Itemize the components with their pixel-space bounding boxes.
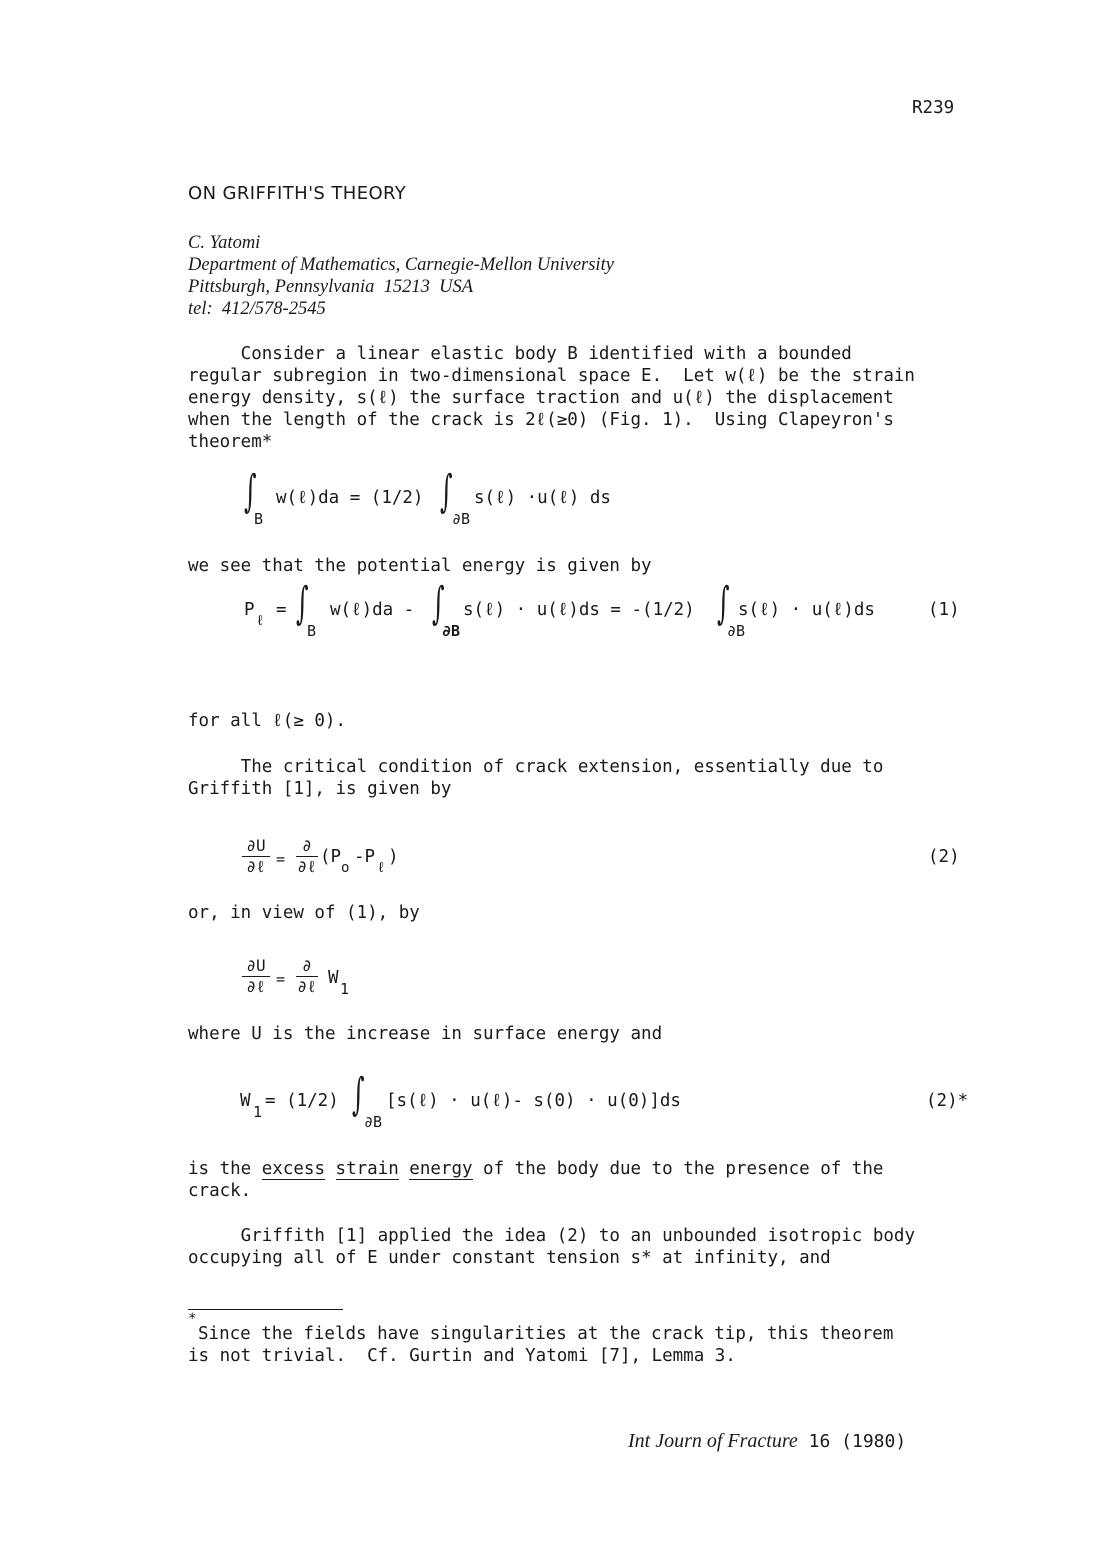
- eq1-equals: =: [276, 600, 287, 620]
- equation-number-2-star: (2)*: [926, 1091, 969, 1111]
- eq3-W-subscript: 1: [340, 980, 350, 998]
- potential-intro: we see that the potential energy is given by: [188, 556, 652, 576]
- para-1-line-3: energy density, s(ℓ) the surface traction and u(ℓ) the displacement: [188, 388, 894, 408]
- emphasis-excess: excess: [261, 1159, 325, 1179]
- excess-pre: is the: [188, 1159, 262, 1179]
- equals-sign: =: [276, 970, 286, 988]
- journal-footer: [628, 1430, 906, 1453]
- excess-line-2: crack.: [188, 1181, 252, 1201]
- emphasis-energy: energy: [409, 1159, 473, 1179]
- footnote-rule: [188, 1309, 343, 1310]
- equation-number-2: (2): [928, 847, 960, 867]
- denominator: ∂ℓ: [246, 977, 266, 996]
- equals-sign: =: [276, 850, 286, 868]
- para-1-line-5: theorem*: [188, 432, 273, 452]
- eq1-term-4: s(ℓ) · u(ℓ)ds: [738, 600, 875, 620]
- eq2star-lhs: = (1/2): [265, 1091, 339, 1111]
- integral-sign: ∫: [352, 1069, 365, 1120]
- integral-subscript: B: [307, 622, 317, 640]
- for-all-line: for all ℓ(≥ 0).: [188, 711, 347, 731]
- author-name: C. Yatomi: [188, 233, 261, 253]
- integral-sign: ∫: [244, 466, 257, 517]
- integral-sign: ∫: [440, 466, 453, 517]
- para-2-line-1: The critical condition of crack extension, essentially due to: [188, 757, 884, 777]
- eq3-W: W: [328, 968, 339, 988]
- eq1-P: P: [244, 600, 255, 620]
- fraction-d-dl: [296, 837, 318, 876]
- eq2star-W-subscript: 1: [253, 1103, 263, 1121]
- integral-subscript: ∂B: [452, 510, 471, 528]
- para-3-line-1: Griffith [1] applied the idea (2) to an unbounded isotropic body: [188, 1226, 915, 1246]
- fraction-dU-dl: [242, 957, 270, 996]
- numerator: ∂U: [242, 957, 270, 977]
- eq2-sub-l: ℓ: [377, 860, 386, 876]
- author-location: Pittsburgh, Pennsylvania 15213 USA: [188, 277, 474, 297]
- eq1-term-2: w(ℓ)da -: [330, 600, 415, 620]
- eq1-term-3: s(ℓ) · u(ℓ)ds = -(1/2): [463, 600, 695, 620]
- excess-line-1: [188, 1158, 883, 1180]
- para-2-line-2: Griffith [1], is given by: [188, 779, 452, 799]
- para-1-line-1: Consider a linear elastic body B identified with a bounded: [188, 344, 852, 364]
- footnote-line-1: Since the fields have singularities at the crack tip, this theorem: [198, 1324, 894, 1344]
- eq2-close: ): [388, 847, 399, 867]
- integral-subscript: ∂B: [364, 1113, 383, 1131]
- denominator: ∂ℓ: [297, 977, 317, 996]
- numerator: ∂U: [242, 837, 270, 857]
- equation-rhs: s(ℓ) ·u(ℓ) ds: [474, 488, 611, 508]
- footnote-line-2: is not trivial. Cf. Gurtin and Yatomi [7], Lemma 3.: [188, 1346, 736, 1366]
- integral-subscript: B: [254, 510, 264, 528]
- para-3-line-2: occupying all of E under constant tension s* at infinity, and: [188, 1248, 831, 1268]
- numerator: ∂: [296, 837, 318, 857]
- fraction-d-dl: [296, 957, 318, 996]
- where-U-line: where U is the increase in surface energy and: [188, 1024, 663, 1044]
- journal-volume-year: 16 (1980): [797, 1431, 907, 1452]
- paper-title: ON GRIFFITH'S THEORY: [188, 183, 407, 204]
- integral-subscript: ∂B: [727, 622, 746, 640]
- equation-lhs: w(ℓ)da = (1/2): [276, 488, 424, 508]
- page-id: R239: [912, 98, 955, 118]
- emphasis-strain: strain: [335, 1159, 399, 1179]
- excess-post: of the body due to the presence of the: [472, 1159, 884, 1179]
- denominator: ∂ℓ: [246, 857, 266, 876]
- integral-sign: ∫: [296, 578, 309, 629]
- integral-subscript: ∂B: [442, 622, 461, 640]
- eq2-sub-o: o: [341, 860, 350, 876]
- eq2star-rhs: [s(ℓ) · u(ℓ)- s(0) · u(0)]ds: [386, 1091, 681, 1111]
- denominator: ∂ℓ: [297, 857, 317, 876]
- eq2-minus-P: -P: [354, 847, 376, 867]
- journal-name: Int Journ of Fracture: [628, 1430, 798, 1452]
- integral-sign: ∫: [432, 578, 445, 629]
- footnote-mark: *: [188, 1311, 197, 1327]
- author-tel: tel: 412/578-2545: [188, 299, 326, 319]
- eq2-tail-open: (P: [320, 847, 342, 867]
- equation-number-1: (1): [928, 600, 960, 620]
- author-department: Department of Mathematics, Carnegie-Mellon University: [188, 255, 614, 275]
- numerator: ∂: [296, 957, 318, 977]
- eq2star-W: W: [240, 1091, 251, 1111]
- or-in-view-line: or, in view of (1), by: [188, 903, 420, 923]
- integral-sign: ∫: [717, 578, 730, 629]
- eq1-P-subscript: ℓ: [256, 613, 265, 629]
- para-1-line-2: regular subregion in two-dimensional space E. Let w(ℓ) be the strain: [188, 366, 915, 386]
- para-1-line-4: when the length of the crack is 2ℓ(≥0) (Fig. 1). Using Clapeyron's: [188, 410, 894, 430]
- fraction-dU-dl: [242, 837, 270, 876]
